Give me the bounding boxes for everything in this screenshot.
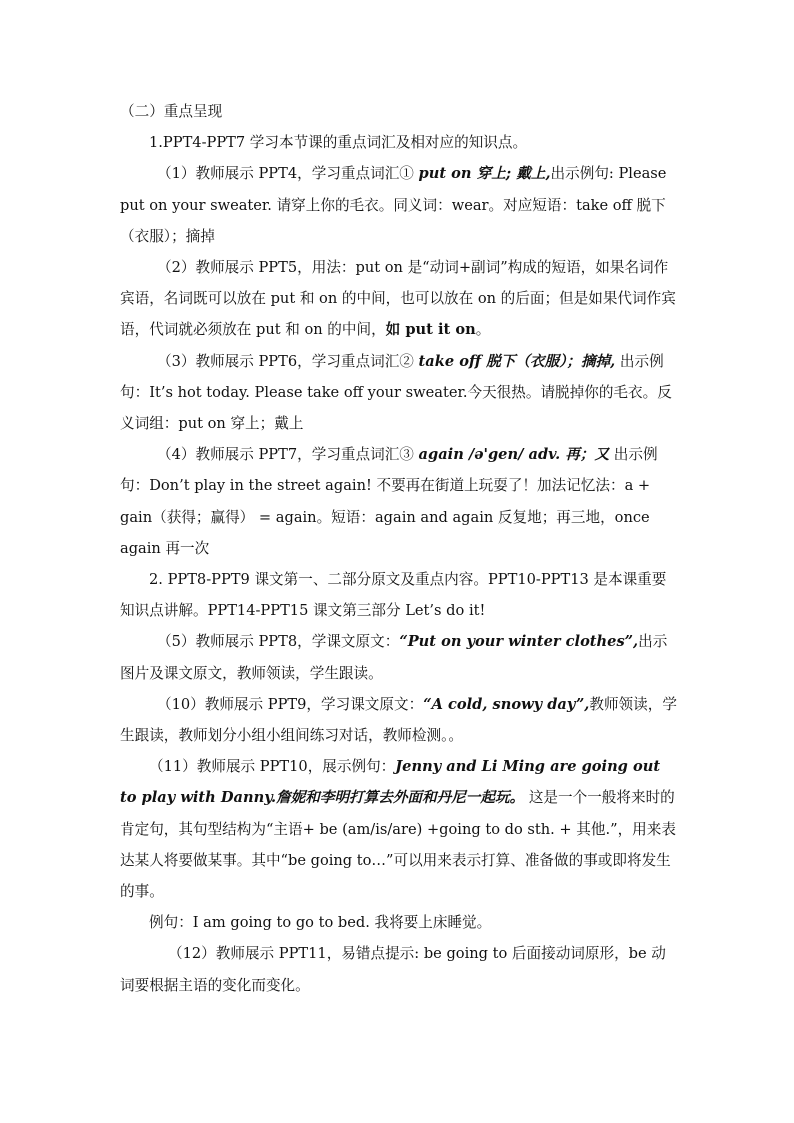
paragraph-ppt4-7-intro: 1.PPT4-PPT7 学习本节课的重点词汇及相对应的知识点。 bbox=[149, 134, 528, 152]
text-segment: 出示例句: Please put on your sweater. 请穿上你的毛衣。同义词：wear。对应短语：take off 脱下（衣服）；摘掉 bbox=[120, 165, 667, 245]
paragraph-error-tip: （12）教师展示 PPT11，易错点提示: be going to 后面接动词原形，be 动词要根据主语的变化而变化。 bbox=[120, 945, 666, 994]
paragraph-example-bed: 例句：I am going to go to bed. 我将要上床睡觉。 bbox=[149, 914, 492, 932]
keyword-take-off: take off 脱下（衣服）；摘掉, bbox=[418, 352, 616, 370]
paragraph-again bbox=[120, 439, 680, 564]
text-segment: 教师领读，学生跟读，教师划分小组小组间练习对话，教师检测。。 bbox=[120, 695, 677, 745]
paragraph-winter-clothes bbox=[120, 626, 680, 688]
paragraph-be-going-to bbox=[120, 751, 680, 907]
section-heading: （二）重点呈现 bbox=[120, 103, 223, 120]
text-segment: （11）教师展示 PPT10，展示例句： bbox=[149, 758, 396, 776]
title-put-on-winter-clothes: “Put on your winter clothes”, bbox=[399, 633, 639, 651]
title-cold-snowy-day: “A cold, snowy day”, bbox=[423, 695, 590, 713]
text-segment: （10）教师展示 PPT9，学习课文原文： bbox=[157, 695, 424, 713]
text-segment: 。 bbox=[475, 321, 491, 339]
example-sentence-jenny: Jenny and Li Ming are going out to play with Danny.詹妮和李明打算去外面和丹尼一起玩。 bbox=[120, 758, 661, 807]
paragraph-cold-snowy-day bbox=[120, 689, 680, 751]
paragraph-put-on-usage bbox=[120, 252, 680, 346]
keyword-again: again /ə'gen/ adv. 再；又 bbox=[418, 446, 610, 464]
document-body bbox=[120, 96, 680, 1001]
paragraph-take-off bbox=[120, 346, 680, 440]
text-segment: （3）教师展示 PPT6，学习重点词汇② bbox=[157, 352, 414, 370]
example-put-it-on: 如 put it on bbox=[385, 321, 476, 339]
keyword-put-on: put on 穿上; 戴上, bbox=[418, 165, 551, 183]
text-segment: 这是一个一般将来时的肯定句，其句型结构为“主语+ be (am/is/are) +going to do sth. + 其他.”，用来表达某人将要做某事。其中“be going to…”可以用来表示打算、准备做的事或即将发生的事。 bbox=[120, 789, 676, 901]
text-segment: （1）教师展示 PPT4，学习重点词汇① bbox=[157, 165, 414, 183]
text-segment: （4）教师展示 PPT7，学习重点词汇③ bbox=[157, 446, 414, 464]
text-segment: （5）教师展示 PPT8，学课文原文： bbox=[157, 633, 400, 651]
text-segment: 出示例句：It’s hot today. Please take off your sweater.今天很热。请脱掉你的毛衣。反义词组：put on 穿上；戴上 bbox=[120, 352, 672, 433]
text-segment: 出示例句：Don’t play in the street again! 不要再在街道上玩耍了！加法记忆法：a + gain（获得；赢得） = again。短语：again and again 反复地；再三地，once again 再一次 bbox=[120, 446, 658, 557]
text-segment: 出示图片及课文原文，教师领读，学生跟读。 bbox=[120, 633, 668, 682]
text-segment: （2）教师展示 PPT5，用法：put on 是“动词+副词”构成的短语，如果名词作宾语，名词既可以放在 put 和 on 的中间，也可以放在 on 的后面；但是如果代词作宾语，代词就必须放在 put 和 on 的中间， bbox=[120, 259, 676, 339]
paragraph-put-on bbox=[120, 158, 680, 252]
paragraph-ppt8-15-intro: 2. PPT8-PPT9 课文第一、二部分原文及重点内容。PPT10-PPT13 是本课重要知识点讲解。PPT14-PPT15 课文第三部分 Let’s do it! bbox=[120, 571, 667, 620]
